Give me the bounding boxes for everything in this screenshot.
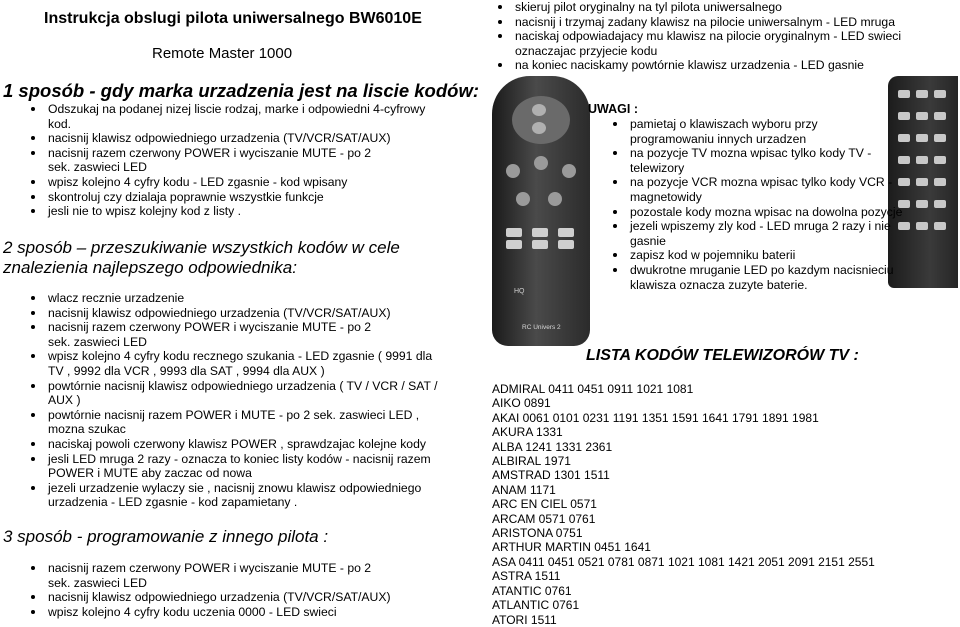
list-item: Odszukaj na podanej nizej liscie rodzaj, marke i odpowiedni 4-cyfrowy kod. xyxy=(6,102,436,131)
list-item: pamietaj o klawiszach wyboru przy programowaniu innych urzadzen xyxy=(588,117,835,146)
code-entry: ASA 0411 0451 0521 0781 0871 1021 1081 1421 2051 2091 2151 2551 xyxy=(492,554,875,569)
list-item: wpisz kolejno 4 cyfry kodu recznego szukania - LED zgasnie ( 9991 dla TV , 9992 dla VCR , 9993 dla SAT , 9994 dla AUX ) xyxy=(6,349,443,378)
remote-brand-text: RC Univers 2 xyxy=(522,324,561,331)
document-subtitle: Remote Master 1000 xyxy=(152,45,293,62)
list-item: dwukrotne mruganie LED po kazdym nacisnieciu klawisza oznacza zuzyte baterie. xyxy=(588,263,900,292)
code-entry: ARISTONA 0751 xyxy=(492,526,583,541)
list-item: naciskaj odpowiadajacy mu klawisz na pilocie oryginalnym - LED swieci oznaczajac przyjecie kodu xyxy=(473,29,935,58)
remote-button xyxy=(534,156,548,170)
code-entry: ANAM 1171 xyxy=(492,482,556,497)
remote-button xyxy=(562,164,576,178)
list-item: nacisnij klawisz odpowiedniego urzadzenia (TV/VCR/SAT/AUX) xyxy=(6,306,438,321)
remote-dpad xyxy=(512,96,570,144)
play-icon xyxy=(532,104,546,116)
code-entry: ALBIRAL 1971 xyxy=(492,454,571,469)
code-entry: ARCAM 0571 0761 xyxy=(492,511,596,526)
code-entry: ARTHUR MARTIN 0451 1641 xyxy=(492,540,651,555)
remote-button xyxy=(516,192,530,206)
remote-key-tv xyxy=(506,228,522,237)
list-item: nacisnij i trzymaj zadany klawisz na pilocie uniwersalnym - LED mruga xyxy=(473,15,943,30)
list-item: zapisz kod w pojemniku baterii xyxy=(588,248,908,263)
code-entry: ASTRA 1511 xyxy=(492,569,561,584)
list-item: jezeli wpiszemy zly kod - LED mruga 2 razy i nie gasnie xyxy=(588,219,908,248)
list-item: jesli nie to wpisz kolejny kod z listy . xyxy=(6,204,436,219)
codes-list xyxy=(492,382,875,627)
notes-heading: UWAGI : xyxy=(588,102,638,116)
remote-control-image xyxy=(492,76,590,346)
code-entry: AKAI 0061 0101 0231 1191 1351 1591 1641 1791 1891 1981 xyxy=(492,410,819,425)
code-entry: AKURA 1331 xyxy=(492,425,563,440)
list-item: nacisnij klawisz odpowiedniego urzadzenia (TV/VCR/SAT/AUX) xyxy=(6,131,436,146)
method2-list xyxy=(6,291,438,510)
list-item: skontroluj czy dzialaja poprawnie wszystkie funkcje xyxy=(6,190,436,205)
list-item: skieruj pilot oryginalny na tyl pilota uniwersalnego xyxy=(473,0,943,15)
list-item: na pozycje TV mozna wpisac tylko kody TV - telewizory xyxy=(588,146,880,175)
code-entry: ATORI 1511 xyxy=(492,612,557,627)
notes-list xyxy=(588,117,908,292)
code-entry: ATLANTIC 0761 xyxy=(492,598,580,613)
code-entry: ARC EN CIEL 0571 xyxy=(492,497,597,512)
method1-heading: 1 sposób - gdy marka urzadzenia jest na liscie kodów: xyxy=(3,80,479,101)
code-entry: ADMIRAL 0411 0451 0911 1021 1081 xyxy=(492,382,694,396)
remote-key-vcr xyxy=(532,228,548,237)
remote-button xyxy=(506,164,520,178)
list-item: nacisnij klawisz odpowiedniego urzadzenia (TV/VCR/SAT/AUX) xyxy=(6,590,438,605)
remote-key-sat xyxy=(506,240,522,249)
list-item: na pozycje VCR mozna wpisac tylko kody VCR - magnetowidy xyxy=(588,175,900,204)
list-item: powtórnie nacisnij klawisz odpowiedniego urzadzenia ( TV / VCR / SAT / AUX ) xyxy=(6,379,443,408)
method1-list xyxy=(6,102,436,219)
code-entry: AIKO 0891 xyxy=(492,396,551,411)
remote-key-mute xyxy=(558,240,574,249)
list-item: nacisnij razem czerwony POWER i wyciszanie MUTE - po 2 sek. zaswieci LED xyxy=(6,561,388,590)
list-item: jesli LED mruga 2 razy - oznacza to koniec listy kodów - nacisnij razem POWER i MUTE aby zaczac od nowa xyxy=(6,452,443,481)
list-item: na koniec naciskamy powtórnie klawisz urzadzenia - LED gasnie xyxy=(473,58,943,73)
document-title: Instrukcja obslugi pilota uniwersalnego BW6010E xyxy=(44,10,422,27)
code-entry: ATANTIC 0761 xyxy=(492,583,572,598)
list-item: jezeli urzadzenie wylaczy sie , nacisnij znowu klawisz odpowiedniego urzadzenia - LED zgasnie - kod zapamietany . xyxy=(6,481,438,510)
remote-key-aux xyxy=(532,240,548,249)
remote-logo: HQ xyxy=(514,288,525,295)
list-item: wpisz kolejno 4 cyfry kodu uczenia 0000 - LED swieci xyxy=(6,605,438,620)
stop-icon xyxy=(532,122,546,134)
list-item: naciskaj powoli czerwony klawisz POWER , sprawdzajac kolejne kody xyxy=(6,437,438,452)
method2-heading: 2 sposób – przeszukiwanie wszystkich kodów w cele znalezienia najlepszego odpowiednika: xyxy=(3,238,400,277)
list-item: wlacz recznie urzadzenie xyxy=(6,291,438,306)
remote-key-power xyxy=(558,228,574,237)
method3-heading: 3 sposób - programowanie z innego pilota : xyxy=(3,527,329,546)
list-item: nacisnij razem czerwony POWER i wyciszanie MUTE - po 2 sek. zaswieci LED xyxy=(6,320,388,349)
method3-continued-list xyxy=(473,0,943,73)
codes-heading: LISTA KODÓW TELEWIZORÓW TV : xyxy=(586,347,859,364)
list-item: powtórnie nacisnij razem POWER i MUTE - po 2 sek. zaswieci LED , mozna szukac xyxy=(6,408,433,437)
list-item: nacisnij razem czerwony POWER i wyciszanie MUTE - po 2 sek. zaswieci LED xyxy=(6,146,388,175)
list-item: wpisz kolejno 4 cyfry kodu - LED zgasnie - kod wpisany xyxy=(6,175,436,190)
code-entry: AMSTRAD 1301 1511 xyxy=(492,468,610,483)
remote-button xyxy=(548,192,562,206)
method3-list xyxy=(6,561,438,619)
code-entry: ALBA 1241 1331 2361 xyxy=(492,439,613,454)
list-item: pozostale kody mozna wpisac na dowolna pozycje xyxy=(588,205,908,220)
